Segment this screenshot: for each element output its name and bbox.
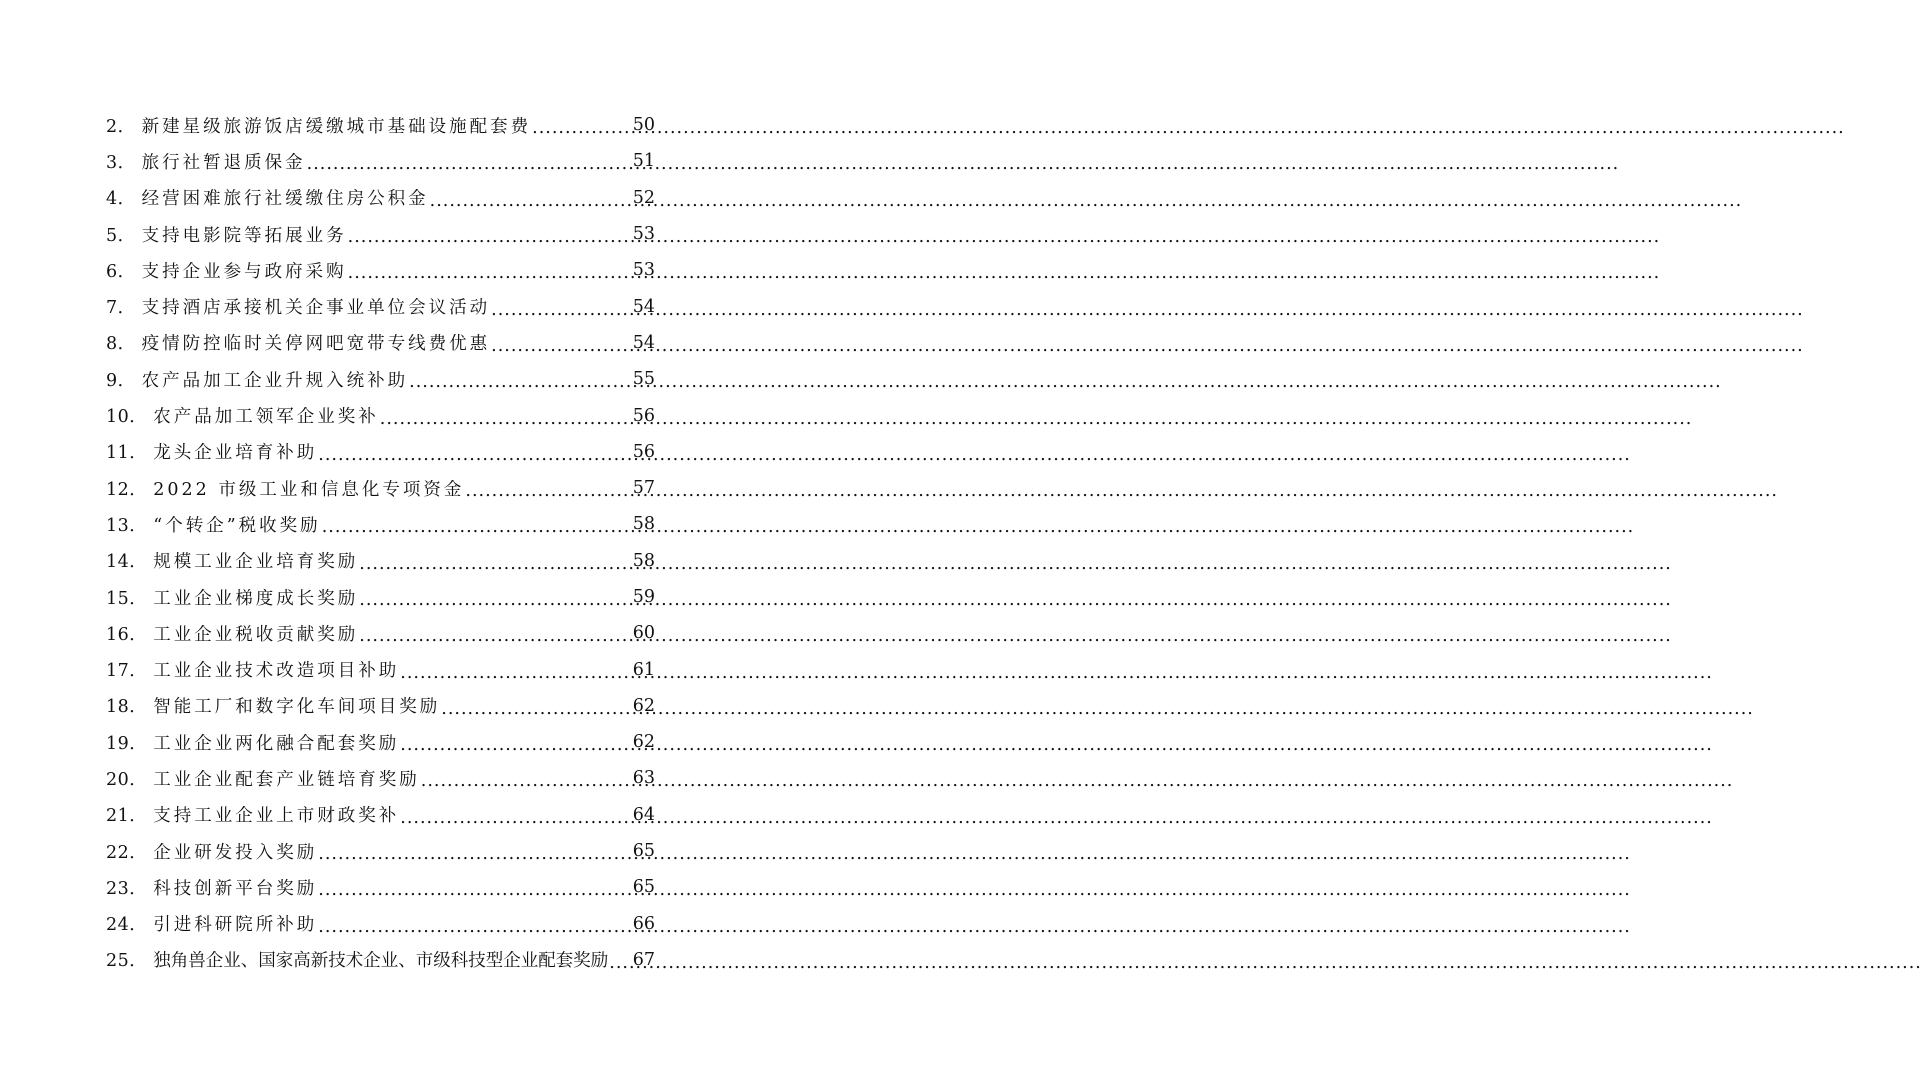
toc-entry-page: 52 (632, 187, 655, 208)
toc-entry-page: 67 (632, 949, 655, 970)
toc-entry-page: 58 (632, 550, 655, 571)
toc-dot-leader (400, 808, 631, 828)
toc-entry-title: 支持电影院等拓展业务 (141, 225, 347, 246)
toc-entry-page: 62 (632, 732, 655, 753)
toc-entry-page: 50 (632, 115, 655, 136)
toc-entry-number: 22． (106, 842, 148, 863)
toc-entry-number: 9． (106, 370, 136, 391)
toc-entry-title: 引进科研院所补助 (153, 915, 318, 936)
toc-entry-number: 19． (106, 733, 148, 754)
toc-entry-page: 66 (632, 913, 655, 934)
toc-entry-title: 新建星级旅游饭店缓缴城市基础设施配套费 (141, 116, 532, 137)
toc-entry[interactable] (106, 180, 655, 216)
toc-dot-leader (491, 300, 632, 320)
toc-entry-page: 54 (632, 332, 655, 353)
toc-entry-title: 疫情防控临时关停网吧宽带专线费优惠 (141, 334, 491, 355)
toc-entry-title: 龙头企业培育补助 (153, 443, 318, 464)
toc-entry[interactable] (106, 506, 655, 542)
toc-entry-page: 61 (632, 659, 655, 680)
toc-entry-title: 工业企业技术改造项目补助 (153, 661, 400, 682)
toc-dot-leader (359, 626, 631, 646)
toc-entry-page: 53 (632, 224, 655, 245)
toc-entry-number: 24． (106, 915, 148, 936)
toc-entry-title: 工业企业梯度成长奖励 (153, 588, 359, 609)
toc-entry-title: 科技创新平台奖励 (153, 878, 318, 899)
toc-entry[interactable] (106, 216, 655, 252)
toc-entry[interactable] (106, 688, 655, 724)
toc-dot-leader (609, 953, 631, 973)
toc-entry-title: “个转企”税收奖励 (153, 515, 321, 536)
toc-entry[interactable] (106, 252, 655, 288)
toc-entry-page: 57 (632, 478, 655, 499)
toc-entry[interactable] (106, 397, 655, 433)
toc-entry-title: 2022 市级工业和信息化专项资金 (153, 479, 465, 500)
toc-dot-leader (380, 409, 632, 429)
toc-entry[interactable] (106, 760, 655, 796)
toc-entry[interactable] (106, 579, 655, 615)
toc-dot-leader (441, 699, 631, 719)
toc-entry-title: 智能工厂和数字化车间项目奖励 (153, 697, 441, 718)
toc-entry-title: 支持酒店承接机关企事业单位会议活动 (141, 298, 491, 319)
toc-entry-page: 65 (632, 841, 655, 862)
toc-entry-number: 11． (106, 443, 148, 464)
toc-dot-leader (359, 554, 631, 574)
toc-entry-title: 工业企业税收贡献奖励 (153, 624, 359, 645)
table-of-contents (106, 107, 655, 978)
toc-entry-page: 62 (632, 695, 655, 716)
toc-dot-leader (421, 771, 632, 791)
toc-entry[interactable] (106, 434, 655, 470)
toc-entry-title: 独角兽企业、国家高新技术企业、市级科技型企业配套奖励 (153, 951, 609, 972)
toc-entry-number: 14． (106, 552, 148, 573)
toc-entry-page: 51 (632, 151, 655, 172)
toc-entry-number: 7． (106, 298, 136, 319)
toc-entry-page: 63 (632, 768, 655, 789)
toc-entry[interactable] (106, 942, 655, 978)
toc-entry-number: 2． (106, 116, 136, 137)
toc-entry-page: 53 (632, 260, 655, 281)
toc-dot-leader (400, 663, 631, 683)
toc-dot-leader (430, 191, 632, 211)
toc-entry-page: 56 (632, 441, 655, 462)
toc-entry-title: 支持企业参与政府采购 (141, 261, 347, 282)
toc-entry-title: 工业企业两化融合配套奖励 (153, 733, 400, 754)
toc-entry-number: 20． (106, 769, 148, 790)
toc-entry-page: 64 (632, 804, 655, 825)
toc-entry-page: 56 (632, 405, 655, 426)
toc-entry[interactable] (106, 906, 655, 942)
toc-entry-number: 13． (106, 515, 148, 536)
toc-entry-number: 6． (106, 261, 136, 282)
toc-dot-leader (348, 263, 632, 283)
toc-entry-number: 4． (106, 189, 136, 210)
toc-entry[interactable] (106, 361, 655, 397)
toc-entry-title: 旅行社暂退质保金 (141, 152, 306, 173)
toc-dot-leader (318, 844, 631, 864)
toc-dot-leader (307, 154, 632, 174)
toc-dot-leader (322, 517, 632, 537)
toc-entry[interactable] (106, 288, 655, 324)
toc-dot-leader (348, 227, 632, 247)
toc-entry-page: 65 (632, 877, 655, 898)
toc-entry-title: 经营困难旅行社缓缴住房公积金 (141, 189, 429, 210)
toc-dot-leader (409, 372, 632, 392)
toc-entry-title: 工业企业配套产业链培育奖励 (153, 769, 420, 790)
toc-dot-leader (491, 336, 632, 356)
toc-entry[interactable] (106, 797, 655, 833)
toc-entry-number: 16． (106, 624, 148, 645)
toc-entry-title: 规模工业企业培育奖励 (153, 552, 359, 573)
toc-entry[interactable] (106, 470, 655, 506)
toc-entry[interactable] (106, 107, 655, 143)
toc-entry-number: 21． (106, 806, 148, 827)
toc-entry[interactable] (106, 833, 655, 869)
toc-dot-leader (359, 590, 631, 610)
toc-entry-page: 55 (632, 369, 655, 390)
toc-entry-number: 5． (106, 225, 136, 246)
toc-entry-number: 23． (106, 878, 148, 899)
toc-entry-number: 15． (106, 588, 148, 609)
toc-entry-page: 59 (632, 587, 655, 607)
toc-entry-number: 25． (106, 951, 148, 972)
toc-entry-title: 企业研发投入奖励 (153, 842, 318, 863)
toc-dot-leader (318, 445, 631, 465)
toc-dot-leader (465, 481, 631, 501)
toc-entry[interactable] (106, 325, 655, 361)
toc-entry-page: 54 (632, 296, 655, 317)
toc-entry[interactable] (106, 143, 655, 179)
toc-entry[interactable] (106, 615, 655, 651)
toc-entry[interactable] (106, 724, 655, 760)
toc-dot-leader (532, 118, 632, 138)
toc-entry[interactable] (106, 651, 655, 687)
toc-entry-number: 3． (106, 152, 136, 173)
toc-entry[interactable] (106, 869, 655, 905)
toc-entry-page: 60 (632, 623, 655, 644)
toc-entry-number: 10． (106, 407, 148, 428)
toc-entry-number: 12． (106, 479, 148, 500)
toc-dot-leader (318, 880, 631, 900)
toc-entry-number: 17． (106, 661, 148, 682)
toc-entry-title: 农产品加工领军企业奖补 (153, 407, 379, 428)
toc-entry-number: 8． (106, 334, 136, 355)
toc-entry-page: 58 (632, 514, 655, 535)
toc-entry[interactable] (106, 543, 655, 579)
toc-entry-number: 18． (106, 697, 148, 718)
toc-entry-title: 农产品加工企业升规入统补助 (141, 370, 409, 391)
toc-entry-title: 支持工业企业上市财政奖补 (153, 806, 400, 827)
toc-dot-leader (400, 735, 631, 755)
toc-dot-leader (318, 917, 631, 937)
